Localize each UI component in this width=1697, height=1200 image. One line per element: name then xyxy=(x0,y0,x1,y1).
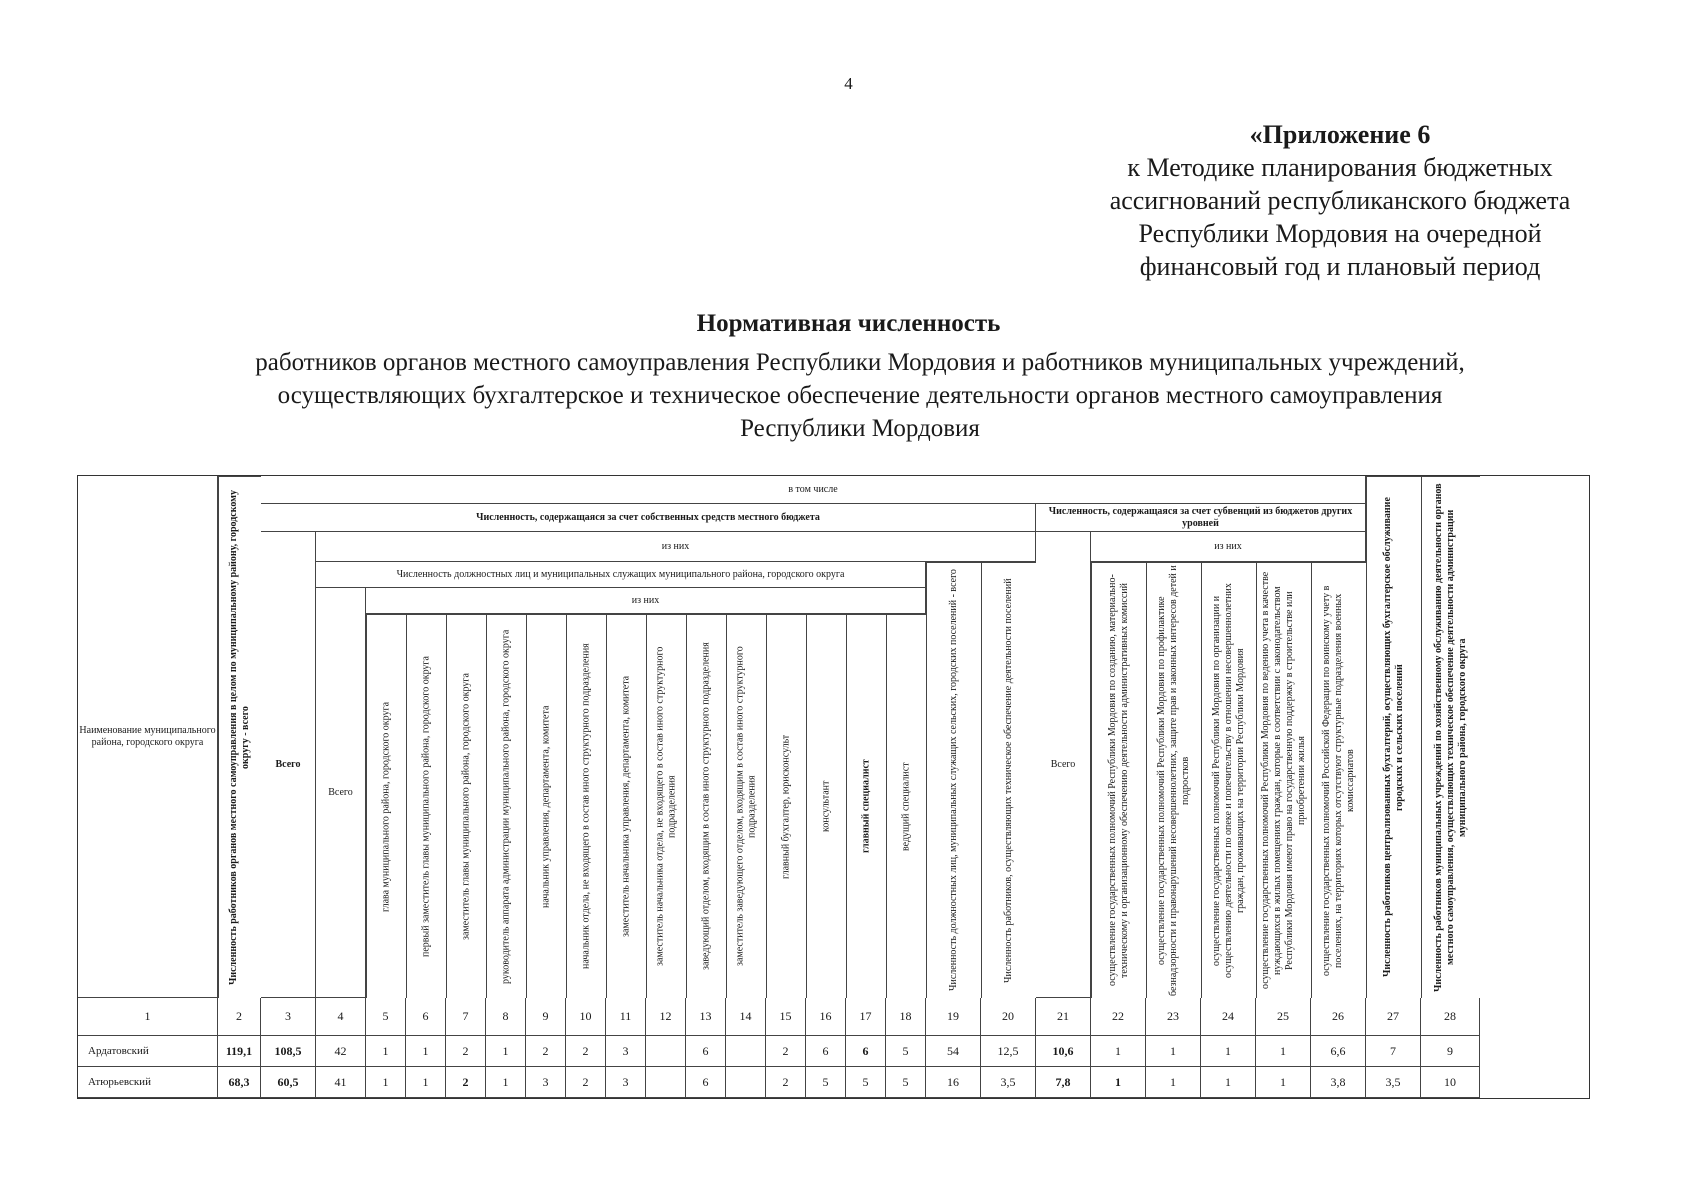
table-cell xyxy=(886,1067,926,1098)
header-col-13 xyxy=(686,614,726,998)
table-cell xyxy=(1421,1067,1480,1098)
header-col-8-text: руководитель аппарата администрации муниципального района, городского округа xyxy=(500,629,512,984)
table-cell-text: 2 xyxy=(462,1074,469,1089)
appendix-line: ассигнований республиканского бюджета xyxy=(1109,186,1571,215)
table-cell xyxy=(446,1067,486,1098)
appendix-block xyxy=(1040,118,1640,283)
column-number xyxy=(981,998,1036,1036)
column-number xyxy=(1146,998,1201,1036)
table-cell xyxy=(316,1067,366,1098)
subtitle-line: работников органов местного самоуправления Республики Мордовия и работников муниципальных учреждений, xyxy=(255,349,1465,376)
header-col-13-text: заведующий отделом, входящим в состав иного структурного подразделения xyxy=(700,642,712,971)
table-cell xyxy=(486,1067,526,1098)
table-cell xyxy=(1256,1067,1311,1098)
table-cell-text: 1 xyxy=(1280,1043,1286,1058)
header-col-9 xyxy=(526,614,566,998)
column-number xyxy=(366,998,406,1036)
column-number-text: 25 xyxy=(1277,1009,1289,1023)
table-cell-text: 3 xyxy=(542,1074,549,1089)
column-number xyxy=(1366,998,1421,1036)
table-cell xyxy=(981,1036,1036,1067)
column-number xyxy=(1311,998,1366,1036)
table-row-name-text: Ардатовский xyxy=(88,1045,149,1057)
header-col-9-text: начальник управления, департамента, комитета xyxy=(540,705,552,908)
subtitle-line: Республики Мордовия xyxy=(740,415,980,442)
table-cell xyxy=(926,1036,981,1067)
header-officials-text: Численность должностных лиц и муниципальных служащих муниципального района, городского округа xyxy=(396,568,845,580)
header-col-7 xyxy=(446,614,486,998)
header-of-them-local-text: из них xyxy=(661,540,690,552)
column-number xyxy=(646,998,686,1036)
header-col-10 xyxy=(566,614,606,998)
header-col-5-text: глава муниципального района, городского округа xyxy=(380,701,392,912)
table-cell-text: 16 xyxy=(947,1074,959,1089)
table-cell-text: 6 xyxy=(862,1043,869,1058)
column-number-text: 4 xyxy=(337,1009,344,1023)
header-col-26-text: осуществление государственных полномочий Российской Федерации по воинскому учету в поселениях, на территориях которых отсутствуют структурные подразделения военных комиссариатов xyxy=(1321,585,1356,976)
column-number-text: 16 xyxy=(819,1009,832,1023)
header-settlement-officials-text: Численность должностных лиц, муниципальных служащих сельских, городских поселений - всего xyxy=(948,569,959,992)
header-subventions xyxy=(1036,504,1366,532)
table-cell xyxy=(316,1036,366,1067)
table-cell xyxy=(366,1036,406,1067)
header-col-22 xyxy=(1091,562,1146,998)
header-subventions-text: Численность, содержащаяся за счет субвенций из бюджетов других уровней xyxy=(1048,505,1353,529)
column-number xyxy=(686,998,726,1036)
header-local-budget-text: Численность, содержащаяся за счет собственных средств местного бюджета xyxy=(476,511,820,523)
column-number-text: 22 xyxy=(1112,1009,1124,1023)
table-cell-text: 3,5 xyxy=(1385,1074,1401,1089)
table-cell xyxy=(1366,1036,1421,1067)
column-number xyxy=(846,998,886,1036)
column-number xyxy=(78,998,218,1036)
header-maintenance-staff xyxy=(1421,476,1480,998)
table-cell xyxy=(566,1036,606,1067)
table-cell xyxy=(926,1067,981,1098)
header-col-16-text: консультант xyxy=(820,780,832,833)
table-cell xyxy=(1366,1067,1421,1098)
header-of-them-officials-text: из них xyxy=(631,594,660,606)
table-cell-text: 2 xyxy=(582,1074,589,1089)
table-cell xyxy=(806,1067,846,1098)
table-cell-text: 1 xyxy=(1170,1043,1176,1058)
table-cell xyxy=(686,1036,726,1067)
table-cell-text: 42 xyxy=(334,1043,347,1058)
header-subvention-total-text: Всего xyxy=(1050,758,1076,770)
column-number-text: 6 xyxy=(422,1009,429,1023)
table-row-name xyxy=(78,1036,218,1067)
table-cell-text: 1 xyxy=(1225,1074,1231,1089)
table-cell xyxy=(1146,1036,1201,1067)
header-of-them-officials xyxy=(366,588,926,614)
table-cell xyxy=(726,1067,766,1098)
column-number xyxy=(726,998,766,1036)
column-number-text: 15 xyxy=(779,1009,792,1023)
header-of-them-subventions-text: из них xyxy=(1214,540,1242,552)
table-cell xyxy=(1201,1036,1256,1067)
column-number-text: 17 xyxy=(859,1009,872,1023)
header-centralized-accounting-text: Численность работников централизованных бухгалтерий, осуществляющих бухгалтерское обслуживание городских и сельских поселений xyxy=(1382,497,1405,978)
subtitle-line: осуществляющих бухгалтерское и техническое обеспечение деятельности органов местного самоуправления xyxy=(277,382,1443,409)
table-cell xyxy=(981,1067,1036,1098)
header-local-total-text: Всего xyxy=(275,758,301,770)
column-number xyxy=(1201,998,1256,1036)
table-cell xyxy=(1256,1036,1311,1067)
appendix-line: финансовый год и плановый период xyxy=(1139,252,1541,281)
header-col-18 xyxy=(886,614,926,998)
header-col-6 xyxy=(406,614,446,998)
header-col-25-text: осуществление государственных полномочий Республики Мордовия по ведению учета в качестве нуждающихся в жилых помещениях граждан, которые в соответствии с законодательством Республики Мордовия имеют право на государственную поддержку в строительстве или приобретении жилья xyxy=(1260,571,1307,990)
header-municipality xyxy=(78,476,218,998)
table-cell xyxy=(726,1036,766,1067)
header-col-17 xyxy=(846,614,886,998)
table-cell-text: 3,5 xyxy=(1000,1074,1016,1089)
header-total-staff-text: Численность работников органов местного самоуправления в целом по муниципальному району, городскому округу - всего xyxy=(228,490,251,985)
header-municipality-text: Наименование муниципального района, городского округа xyxy=(79,724,216,748)
column-number-text: 18 xyxy=(899,1009,912,1023)
header-col-26 xyxy=(1311,562,1366,998)
column-number xyxy=(218,998,261,1036)
table-cell xyxy=(486,1036,526,1067)
header-col-22-text: осуществление государственных полномочий Республики Мордовия по созданию, материально-техническому и организационному обеспечению деятельности административных комиссий xyxy=(1107,574,1130,987)
table-cell-text: 1 xyxy=(422,1043,429,1058)
column-number-text: 21 xyxy=(1057,1009,1069,1023)
table-cell-text: 6,6 xyxy=(1330,1043,1346,1058)
table-cell xyxy=(261,1036,316,1067)
appendix-title: «Приложение 6 xyxy=(1249,120,1431,149)
table-cell-text: 68,3 xyxy=(228,1074,250,1089)
column-number-text: 23 xyxy=(1167,1009,1179,1023)
table-cell-text: 3 xyxy=(622,1043,629,1058)
header-col-23-text: осуществление государственных полномочий Республики Мордовия по профилактике безнадзорности и правонарушений несовершеннолетних, защите прав и законных интересов детей и подростков xyxy=(1156,565,1191,996)
column-number-text: 24 xyxy=(1222,1009,1234,1023)
column-number-text: 1 xyxy=(144,1009,151,1023)
table-cell-text: 1 xyxy=(502,1043,509,1058)
column-number xyxy=(1421,998,1480,1036)
column-number xyxy=(606,998,646,1036)
header-col-14 xyxy=(726,614,766,998)
table-cell-text: 6 xyxy=(702,1074,709,1089)
table-cell xyxy=(1201,1067,1256,1098)
column-number xyxy=(261,998,316,1036)
header-settlement-officials xyxy=(926,562,981,998)
header-col-23 xyxy=(1146,562,1201,998)
header-col-11 xyxy=(606,614,646,998)
table-cell-text: 1 xyxy=(382,1074,389,1089)
column-number-text: 28 xyxy=(1444,1009,1456,1023)
header-subvention-total xyxy=(1036,532,1091,998)
table-cell xyxy=(646,1036,686,1067)
table-cell xyxy=(766,1036,806,1067)
header-col-15 xyxy=(766,614,806,998)
table-cell-text: 41 xyxy=(334,1074,347,1089)
column-number xyxy=(526,998,566,1036)
table-cell xyxy=(1421,1036,1480,1067)
table-cell xyxy=(846,1067,886,1098)
column-number-text: 12 xyxy=(659,1009,672,1023)
header-local-total xyxy=(261,532,316,998)
header-col-24 xyxy=(1201,562,1256,998)
table-cell-text: 2 xyxy=(582,1043,589,1058)
header-col-5 xyxy=(366,614,406,998)
column-number-text: 11 xyxy=(619,1009,632,1023)
header-col-24-text: осуществление государственных полномочий Республики Мордовия по организации и осуществлению деятельности по опеке и попечительству в отношении несовершеннолетних граждан, проживающих на территории Республики Мордовия xyxy=(1211,583,1246,978)
table-cell xyxy=(218,1067,261,1098)
header-total-staff xyxy=(218,476,261,998)
column-number-text: 7 xyxy=(462,1009,469,1023)
header-centralized-accounting xyxy=(1366,476,1421,998)
column-number xyxy=(316,998,366,1036)
column-number-text: 8 xyxy=(502,1009,509,1023)
table-cell xyxy=(446,1036,486,1067)
table-cell-text: 2 xyxy=(782,1074,789,1089)
header-col-25 xyxy=(1256,562,1311,998)
table-cell-text: 1 xyxy=(1115,1074,1121,1089)
table-cell xyxy=(406,1036,446,1067)
header-col-14-text: заместитель заведующего отделом, входящим в состав иного структурного подразделения xyxy=(734,646,758,967)
table-cell-text: 108,5 xyxy=(274,1043,302,1058)
table-cell xyxy=(1091,1036,1146,1067)
document-title: Нормативная численность xyxy=(696,310,1001,337)
table-cell-text: 1 xyxy=(502,1074,509,1089)
column-number-text: 2 xyxy=(236,1009,242,1023)
table-cell xyxy=(218,1036,261,1067)
header-officials-total-text: Всего xyxy=(328,786,353,798)
header-technical-staff-text: Численность работников, осуществляющих техническое обеспечение деятельности поселений xyxy=(1003,578,1014,983)
table-cell-text: 12,5 xyxy=(997,1043,1019,1058)
header-col-7-text: заместитель главы муниципального района, городского округа xyxy=(460,673,472,940)
header-local-budget xyxy=(261,504,1036,532)
table-cell xyxy=(1311,1067,1366,1098)
header-col-6-text: первый заместитель главы муниципального района, городского округа xyxy=(420,656,432,957)
table-cell xyxy=(1311,1036,1366,1067)
header-officials xyxy=(316,562,926,588)
table-cell-text: 5 xyxy=(902,1043,909,1058)
column-number-text: 3 xyxy=(285,1009,291,1023)
column-number-text: 5 xyxy=(382,1009,389,1023)
column-number xyxy=(1036,998,1091,1036)
header-col-11-text: заместитель начальника управления, департамента, комитета xyxy=(620,675,632,938)
column-number xyxy=(1091,998,1146,1036)
staffing-table xyxy=(77,475,1590,1099)
column-number xyxy=(486,998,526,1036)
table-cell xyxy=(766,1067,806,1098)
table-cell-text: 5 xyxy=(822,1074,829,1089)
table-cell-text: 1 xyxy=(422,1074,429,1089)
header-of-them-subventions xyxy=(1091,532,1366,562)
table-cell-text: 1 xyxy=(1170,1074,1176,1089)
header-col-17-text: главный специалист xyxy=(860,759,872,854)
header-technical-staff xyxy=(981,562,1036,998)
appendix-line: к Методике планирования бюджетных xyxy=(1127,153,1553,182)
table-cell-text: 6 xyxy=(822,1043,829,1058)
table-cell-text: 2 xyxy=(462,1043,469,1058)
table-cell xyxy=(886,1036,926,1067)
table-cell xyxy=(526,1067,566,1098)
table-cell xyxy=(806,1036,846,1067)
table-cell-text: 5 xyxy=(862,1074,869,1089)
table-cell xyxy=(261,1067,316,1098)
column-number xyxy=(886,998,926,1036)
column-number-text: 9 xyxy=(542,1009,549,1023)
column-number-text: 14 xyxy=(739,1009,752,1023)
column-number xyxy=(1256,998,1311,1036)
header-including-text: в том числе xyxy=(788,483,838,495)
header-col-12-text: заместитель начальника отдела, не входящего в состав иного структурного подразделения xyxy=(654,646,678,967)
column-number xyxy=(926,998,981,1036)
column-number xyxy=(446,998,486,1036)
column-number xyxy=(566,998,606,1036)
column-number xyxy=(406,998,446,1036)
table-cell-text: 6 xyxy=(702,1043,709,1058)
document-subtitle xyxy=(150,346,1570,445)
table-cell xyxy=(686,1067,726,1098)
header-col-15-text: главный бухгалтер, юрисконсульт xyxy=(780,734,792,879)
header-col-16 xyxy=(806,614,846,998)
page-number: 4 xyxy=(844,74,853,93)
table-cell xyxy=(366,1067,406,1098)
column-number-text: 26 xyxy=(1332,1009,1344,1023)
header-of-them-local xyxy=(316,532,1036,562)
table-cell-text: 3,8 xyxy=(1330,1074,1346,1089)
table-cell-text: 2 xyxy=(782,1043,789,1058)
header-col-8 xyxy=(486,614,526,998)
column-number-text: 13 xyxy=(699,1009,712,1023)
table-cell-text: 7 xyxy=(1390,1043,1396,1058)
header-officials-total xyxy=(316,588,366,998)
column-number-text: 10 xyxy=(579,1009,592,1023)
header-col-10-text: начальник отдела, не входящего в состав иного структурного подразделения xyxy=(580,643,592,970)
table-cell-text: 2 xyxy=(542,1043,549,1058)
table-cell xyxy=(406,1067,446,1098)
appendix-line: Республики Мордовия на очередной xyxy=(1138,219,1542,248)
table-row-name-text: Атюрьевский xyxy=(88,1076,151,1088)
table-cell-text: 5 xyxy=(902,1074,909,1089)
table-cell xyxy=(606,1067,646,1098)
table-cell-text: 10,6 xyxy=(1052,1043,1074,1058)
column-number xyxy=(766,998,806,1036)
table-cell-text: 3 xyxy=(622,1074,629,1089)
header-col-12 xyxy=(646,614,686,998)
header-maintenance-staff-text: Численность работников муниципальных учреждений по хозяйственному обслуживанию деятельности органов местного самоуправления, осуществляющих техническое обеспечение деятельности администрации муниципального района, городского округа xyxy=(1433,483,1468,992)
table-cell-text: 7,8 xyxy=(1055,1074,1071,1089)
table-cell xyxy=(646,1067,686,1098)
table-cell-text: 1 xyxy=(1225,1043,1231,1058)
table-cell-text: 9 xyxy=(1447,1043,1453,1058)
table-cell xyxy=(526,1036,566,1067)
column-number-text: 19 xyxy=(947,1009,959,1023)
header-col-18-text: ведущий специалист xyxy=(900,762,912,851)
table-cell-text: 54 xyxy=(947,1043,959,1058)
column-number-text: 20 xyxy=(1002,1009,1014,1023)
table-cell xyxy=(566,1067,606,1098)
column-number-text: 27 xyxy=(1387,1009,1399,1023)
table-cell xyxy=(846,1036,886,1067)
table-cell xyxy=(1091,1067,1146,1098)
header-including xyxy=(261,476,1366,504)
table-cell xyxy=(1036,1036,1091,1067)
table-cell xyxy=(1036,1067,1091,1098)
table-row-name xyxy=(78,1067,218,1098)
table-cell-text: 1 xyxy=(1280,1074,1286,1089)
table-cell-text: 10 xyxy=(1444,1074,1456,1089)
table-cell-text: 1 xyxy=(382,1043,389,1058)
table-cell xyxy=(1146,1067,1201,1098)
column-number xyxy=(806,998,846,1036)
table-cell-text: 60,5 xyxy=(277,1074,299,1089)
table-cell-text: 1 xyxy=(1115,1043,1121,1058)
table-cell-text: 119,1 xyxy=(225,1043,253,1058)
table-cell xyxy=(606,1036,646,1067)
